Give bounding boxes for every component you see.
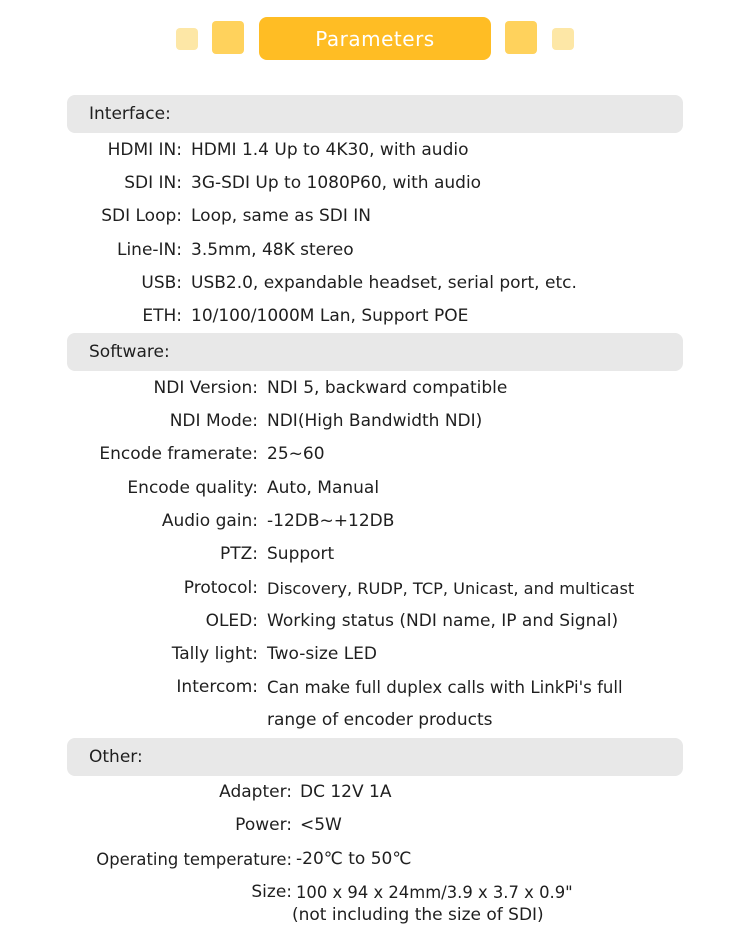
spec-value: HDMI 1.4 Up to 4K30, with audio <box>191 140 469 160</box>
spec-label: Adapter: <box>219 782 292 802</box>
decor-square <box>552 28 574 50</box>
spec-label: PTZ: <box>219 544 258 564</box>
spec-label: Encode framerate: <box>99 444 258 464</box>
spec-label: Power: <box>235 815 292 835</box>
spec-label: NDI Mode: <box>169 411 258 431</box>
spec-label: Intercom: <box>176 677 258 697</box>
spec-label: HDMI IN: <box>107 140 182 160</box>
spec-row <box>0 438 750 471</box>
spec-label: NDI Version: <box>153 378 258 398</box>
spec-label: SDI Loop: <box>101 206 182 226</box>
spec-row <box>0 200 750 233</box>
spec-label: Encode quality: <box>127 478 258 498</box>
spec-value: Working status (NDI name, IP and Signal) <box>267 611 619 631</box>
spec-value: -12DB~+12DB <box>267 511 395 531</box>
spec-value: 3G-SDI Up to 1080P60, with audio <box>191 173 482 193</box>
spec-row-continuation <box>0 704 750 737</box>
decor-square <box>505 21 537 54</box>
spec-row <box>0 405 750 438</box>
spec-value: DC 12V 1A <box>300 782 392 802</box>
spec-row <box>0 372 750 405</box>
header-banner <box>0 17 750 61</box>
decor-square <box>176 28 198 50</box>
spec-value: Loop, same as SDI IN <box>191 206 371 226</box>
spec-value: Support <box>267 544 335 564</box>
spec-row-continuation <box>0 899 750 932</box>
spec-value: NDI 5, backward compatible <box>267 378 508 398</box>
spec-row <box>0 300 750 333</box>
spec-value: (not including the size of SDI) <box>292 905 544 925</box>
spec-label: ETH: <box>142 306 182 326</box>
spec-value: 10/100/1000M Lan, Support POE <box>191 306 469 326</box>
spec-row <box>0 671 750 704</box>
spec-row <box>0 809 750 842</box>
spec-value: <5W <box>300 815 342 835</box>
spec-value: Discovery, RUDP, TCP, Unicast, and multicast <box>267 579 635 598</box>
spec-value: Auto, Manual <box>267 478 380 498</box>
spec-label: USB: <box>141 273 182 293</box>
spec-value: NDI(High Bandwidth NDI) <box>267 411 483 431</box>
spec-row <box>0 267 750 300</box>
spec-row <box>0 167 750 200</box>
spec-row <box>0 472 750 505</box>
spec-value: USB2.0, expandable headset, serial port, etc. <box>191 273 577 293</box>
spec-row <box>0 234 750 267</box>
page-title: Parameters <box>259 17 491 60</box>
spec-label: OLED: <box>205 611 258 631</box>
spec-value: -20℃ to 50℃ <box>296 849 412 869</box>
spec-row <box>0 134 750 167</box>
spec-value: 25~60 <box>267 444 325 464</box>
section-header-software: Software: <box>67 333 683 371</box>
decor-square <box>212 21 244 54</box>
section-header-other: Other: <box>67 738 683 776</box>
spec-row <box>0 776 750 809</box>
section-header-interface: Interface: <box>67 95 683 133</box>
spec-label: Size: <box>251 882 292 902</box>
spec-row <box>0 605 750 638</box>
spec-label: Operating temperature: <box>96 850 292 869</box>
spec-value: 100 x 94 x 24mm/3.9 x 3.7 x 0.9" <box>296 883 573 902</box>
spec-label: Tally light: <box>171 644 258 664</box>
spec-value: Two-size LED <box>267 644 377 664</box>
spec-value: 3.5mm, 48K stereo <box>191 240 354 260</box>
spec-row <box>0 572 750 605</box>
spec-row <box>0 843 750 876</box>
spec-value: range of encoder products <box>267 710 493 730</box>
spec-value: Can make full duplex calls with LinkPi's full <box>267 678 623 697</box>
spec-label: Line-IN: <box>116 240 182 260</box>
spec-label: Audio gain: <box>161 511 258 531</box>
spec-row <box>0 538 750 571</box>
spec-label: Protocol: <box>183 578 258 598</box>
spec-row <box>0 505 750 538</box>
spec-row <box>0 638 750 671</box>
spec-label: SDI IN: <box>124 173 182 193</box>
